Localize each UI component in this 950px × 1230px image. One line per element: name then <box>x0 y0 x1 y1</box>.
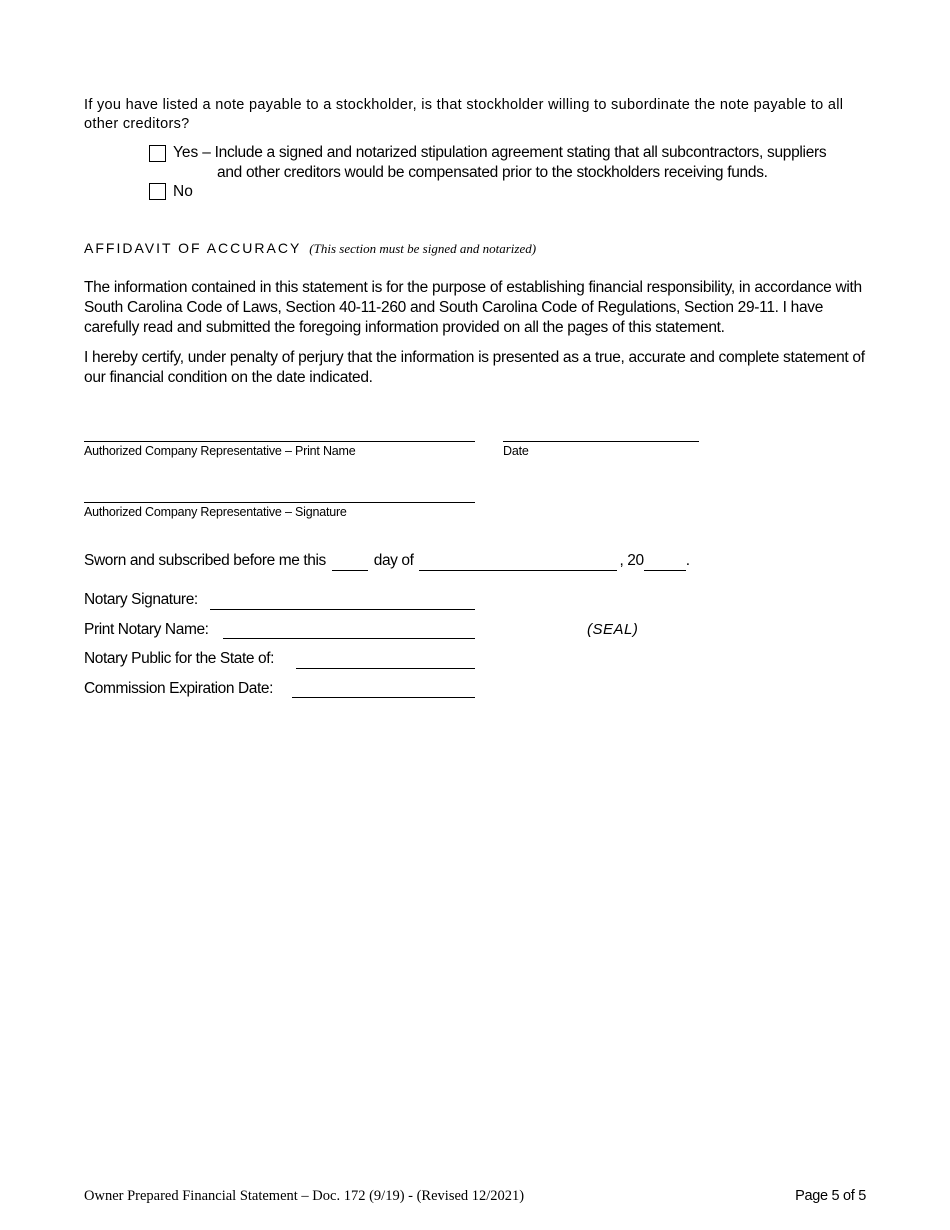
notary-state-line[interactable] <box>296 668 475 669</box>
no-label: No <box>173 183 193 200</box>
yes-label: Yes <box>173 144 199 161</box>
yes-detail-line1: – Include a signed and notarized stipulation agreement stating that all subcontractors, suppliers <box>198 144 827 161</box>
sworn-statement <box>84 552 690 571</box>
sworn-prefix: Sworn and subscribed before me this <box>84 552 326 569</box>
sworn-end: . <box>685 552 690 569</box>
sworn-year-blank[interactable] <box>644 552 686 571</box>
print-name-line[interactable] <box>84 441 475 442</box>
affidavit-paragraph-2: I hereby certify, under penalty of perjury that the information is presented as a true, accurate and complete statement of our financial condition on the date indicated. <box>84 349 865 386</box>
yes-checkbox[interactable] <box>149 145 166 162</box>
seal-label: (SEAL) <box>587 621 639 638</box>
commission-expiration-line[interactable] <box>292 697 475 698</box>
question-text: If you have listed a note payable to a stockholder, is that stockholder willing to subordinate the note payable to all other creditors? <box>84 97 844 132</box>
commission-expiration-label: Commission Expiration Date: <box>84 680 274 697</box>
no-checkbox[interactable] <box>149 183 166 200</box>
affidavit-title: AFFIDAVIT OF ACCURACY <box>84 240 302 256</box>
date-caption: Date <box>503 444 529 458</box>
page-number: Page 5 of 5 <box>795 1188 866 1204</box>
sworn-year-prefix: , 20 <box>619 552 644 569</box>
sworn-day-blank[interactable] <box>332 552 368 571</box>
date-line[interactable] <box>503 441 699 442</box>
sworn-day-of: day of <box>373 552 414 569</box>
notary-name-line[interactable] <box>223 638 475 639</box>
print-name-caption: Authorized Company Representative – Print Name <box>84 444 356 458</box>
notary-state-label: Notary Public for the State of: <box>84 650 275 667</box>
yes-option <box>173 143 873 163</box>
yes-detail-line2: and other creditors would be compensated prior to the stockholders receiving funds. <box>217 164 768 181</box>
footer-doc: Owner Prepared Financial Statement – Doc. 172 (9/19) - (Revised 12/2021) <box>84 1188 525 1204</box>
notary-signature-line[interactable] <box>210 609 475 610</box>
affidavit-paragraph-1: The information contained in this statement is for the purpose of establishing financial responsibility, in accordance with South Carolina Code of Laws, Section 40-11-260 and South Carolina Code of Regulations, Section 29-11. I have carefully read and submitted the foregoing information provided on all the pages of this statement. <box>84 279 862 336</box>
affidavit-note: (This section must be signed and notarized) <box>309 241 537 256</box>
affidavit-heading <box>84 240 536 257</box>
signature-line[interactable] <box>84 502 475 503</box>
signature-caption: Authorized Company Representative – Signature <box>84 505 347 519</box>
notary-signature-label: Notary Signature: <box>84 591 198 608</box>
notary-name-label: Print Notary Name: <box>84 621 209 638</box>
sworn-month-blank[interactable] <box>419 552 617 571</box>
